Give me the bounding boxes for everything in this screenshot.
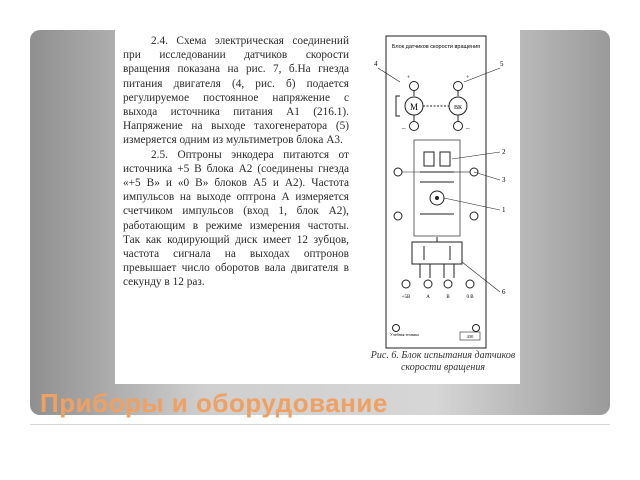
plus-left: + bbox=[407, 75, 411, 81]
serial-number: 430 bbox=[466, 334, 474, 339]
motor-label: М bbox=[409, 102, 419, 112]
slide-title: Приборы и оборудование bbox=[40, 388, 388, 418]
callout-6: 6 bbox=[502, 288, 506, 296]
terminal-label-plus5v: +5В bbox=[401, 295, 411, 300]
paragraph-2-5: 2.5. Оптроны энкодера питаются от источника +5 В блока А2 (соединены гнезда «+5 В» и «0 В» блоков А5 и А2). Частота импульсов на выходе оптрона А измеряется счетчиком импульсов (вход 1, блок А2), работающим в режиме измерения частоты. Так как кодирующий диск имеет 12 зубцов, частота сигнала на выходах оптронов превышает число оборотов вала двигателя в секунду в 12 раз. bbox=[123, 148, 349, 289]
terminal-label-b: В bbox=[446, 295, 450, 300]
figure-caption: Рис. 6. Блок испытания датчиков скорости вращения bbox=[370, 350, 516, 373]
footer-label: Учебная техника bbox=[390, 332, 419, 337]
panel-outline bbox=[386, 36, 486, 348]
minus-right: – bbox=[466, 124, 470, 132]
callout-4: 4 bbox=[374, 60, 378, 68]
callout-1: 1 bbox=[502, 206, 506, 214]
callout-5: 5 bbox=[500, 60, 504, 68]
panel-title: Блок датчиков скорости вращения bbox=[391, 44, 481, 50]
callout-3: 3 bbox=[502, 176, 506, 184]
tacho-label: ВК bbox=[453, 105, 463, 111]
divider bbox=[30, 424, 610, 425]
callout-2: 2 bbox=[502, 148, 506, 156]
terminal-label-0v: 0 В bbox=[466, 295, 474, 300]
sensor-block-diagram bbox=[370, 32, 520, 382]
paragraph-2-4: 2.4. Схема электрическая соединений при исследовании датчиков скорости вращения показана на рис. 7, б.На гнезда питания двигателя (4, рис. б) подается регулируемое постоянное напряжение с выхода источника питания А1 (216.1). Напряжение на выходе тахогенератора (5) измеряется одним из мультиметров блока А3. bbox=[123, 35, 349, 147]
document-text bbox=[123, 34, 349, 290]
terminal-label-a: А bbox=[426, 295, 430, 300]
minus-left: – bbox=[402, 124, 406, 132]
plus-right: + bbox=[466, 75, 470, 81]
